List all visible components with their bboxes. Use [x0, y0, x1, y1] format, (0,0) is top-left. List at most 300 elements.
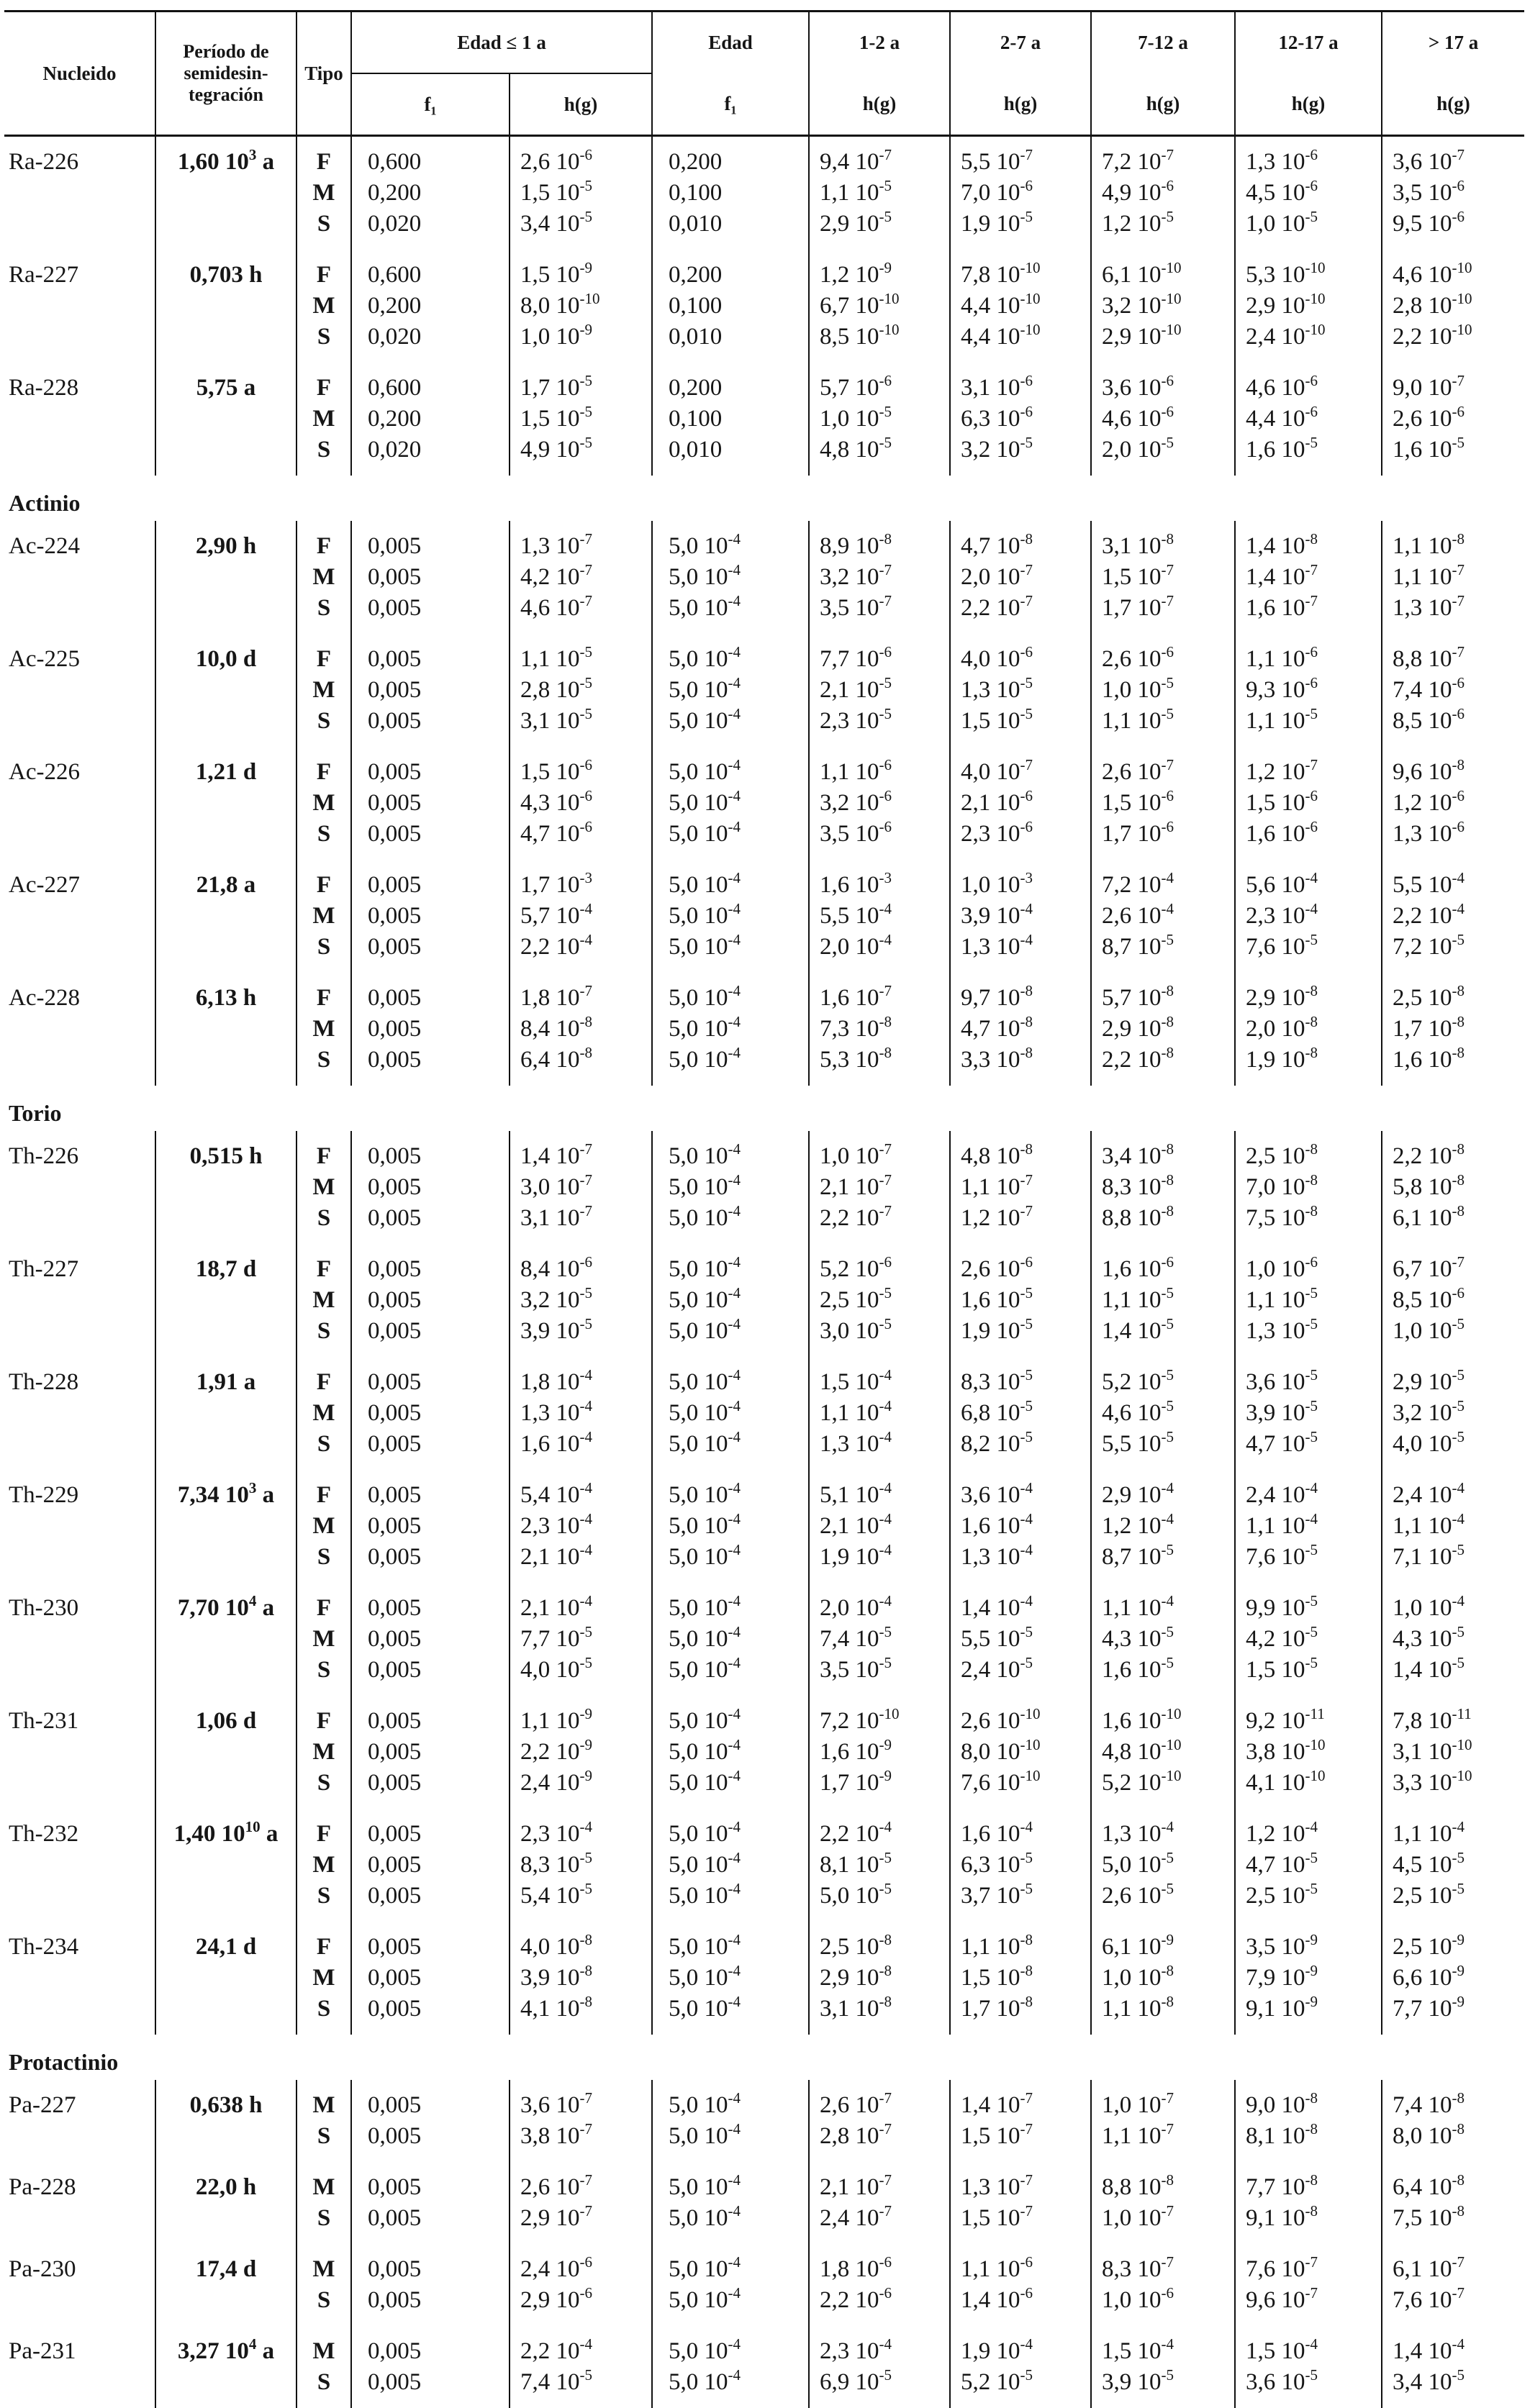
hg-12-17-cell [1235, 1357, 1382, 1470]
hg-infant-cell [510, 1922, 652, 2035]
f1-other-cell [652, 1696, 809, 1809]
tipo-value: M [297, 1963, 350, 1994]
half-life-cell: 0,638 h [155, 2080, 297, 2162]
tipo-cell [297, 973, 351, 1086]
hg-infant-value: 4,0 $10^{-5}$ [520, 1655, 651, 1686]
hg-12-17-value: 1,0 $10^{-6}$ [1246, 1254, 1381, 1285]
f1-infant-value: 0,005 [368, 1480, 509, 1511]
hg-gt-17-value: 7,2 $10^{-5}$ [1393, 932, 1524, 963]
f1-other-value: 5,0 $10^{-4}$ [669, 593, 808, 624]
element-group-label: Protactinio [4, 2049, 118, 2075]
hg-2-7-cell [950, 1131, 1091, 1244]
hg-1-2-value: 1,6 $10^{-7}$ [820, 983, 949, 1014]
half-life-cell: 0,515 h [155, 1131, 297, 1244]
f1-infant-value: 0,005 [368, 593, 509, 624]
hg-2-7-cell [950, 136, 1091, 250]
hg-gt-17-value: 9,5 $10^{-6}$ [1393, 209, 1524, 240]
hg-1-2-value: 2,5 $10^{-8}$ [820, 1932, 949, 1963]
hg-12-17-value: 1,0 $10^{-5}$ [1246, 209, 1381, 240]
nuclide-name: Pa-228 [4, 2162, 155, 2244]
table-row [4, 2162, 1524, 2244]
f1-infant-value: 0,005 [368, 1045, 509, 1076]
hg-infant-value: 2,3 $10^{-4}$ [520, 1511, 651, 1542]
hg-12-17-cell [1235, 1131, 1382, 1244]
hg-infant-value: 4,9 $10^{-5}$ [520, 435, 651, 465]
hg-12-17-cell [1235, 2244, 1382, 2326]
hg-infant-value: 1,8 $10^{-7}$ [520, 983, 651, 1014]
hg-infant-value: 1,6 $10^{-4}$ [520, 1429, 651, 1460]
hg-1-2-cell [809, 2326, 950, 2408]
hg-infant-value: 1,7 $10^{-3}$ [520, 870, 651, 901]
hg-1-2-cell [809, 2162, 950, 2244]
hg-7-12-value: 1,1 $10^{-4}$ [1102, 1593, 1234, 1624]
hg-7-12-value: 8,7 $10^{-5}$ [1102, 932, 1234, 963]
f1-other-value: 5,0 $10^{-4}$ [669, 675, 808, 706]
hg-1-2-value: 8,9 $10^{-8}$ [820, 531, 949, 562]
hg-7-12-value: 4,8 $10^{-10}$ [1102, 1737, 1234, 1768]
tipo-value: M [297, 1511, 350, 1542]
hg-infant-cell [510, 747, 652, 860]
hg-infant-value: 1,7 $10^{-5}$ [520, 373, 651, 404]
hg-12-17-value: 1,5 $10^{-5}$ [1246, 1655, 1381, 1686]
hg-infant-value: 2,2 $10^{-9}$ [520, 1737, 651, 1768]
tipo-cell [297, 2080, 351, 2162]
hg-7-12-value: 1,5 $10^{-7}$ [1102, 562, 1234, 593]
f1-infant-cell [351, 860, 510, 973]
hg-12-17-value: 1,5 $10^{-4}$ [1246, 2336, 1381, 2367]
hg-7-12-value: 1,0 $10^{-7}$ [1102, 2203, 1234, 2234]
tipo-value: M [297, 675, 350, 706]
f1-other-cell [652, 860, 809, 973]
hg-gt-17-value: 1,6 $10^{-5}$ [1393, 435, 1524, 465]
f1-other-value: 5,0 $10^{-4}$ [669, 1045, 808, 1076]
half-life-cell: 22,0 h [155, 2162, 297, 2244]
hg-gt-17-value: 5,8 $10^{-8}$ [1393, 1172, 1524, 1203]
hg-gt-17-value: 2,2 $10^{-4}$ [1393, 901, 1524, 932]
hg-12-17-value: 5,6 $10^{-4}$ [1246, 870, 1381, 901]
hg-2-7-cell [950, 2244, 1091, 2326]
element-group-label: Actinio [4, 490, 81, 516]
f1-other-value: 5,0 $10^{-4}$ [669, 1819, 808, 1850]
hg-12-17-value: 4,7 $10^{-5}$ [1246, 1429, 1381, 1460]
f1-infant-value: 0,005 [368, 1706, 509, 1737]
hg-2-7-value: 9,7 $10^{-8}$ [961, 983, 1090, 1014]
hg-infant-value: 2,2 $10^{-4}$ [520, 932, 651, 963]
hg-1-2-value: 1,7 $10^{-9}$ [820, 1768, 949, 1799]
f1-other-value: 5,0 $10^{-4}$ [669, 2203, 808, 2234]
hg-gt-17-cell [1382, 1470, 1524, 1583]
tipo-value: M [297, 178, 350, 209]
hg-7-12-value: 3,4 $10^{-8}$ [1102, 1141, 1234, 1172]
nuclide-name: Th-234 [4, 1922, 155, 2035]
half-life-cell: 2,90 h [155, 521, 297, 634]
tipo-cell [297, 1357, 351, 1470]
f1-other-value: 5,0 $10^{-4}$ [669, 562, 808, 593]
hg-infant-value: 4,3 $10^{-6}$ [520, 788, 651, 819]
hg-7-12-value: 3,1 $10^{-8}$ [1102, 531, 1234, 562]
hg-12-17-cell [1235, 860, 1382, 973]
f1-infant-value: 0,005 [368, 870, 509, 901]
hg-gt-17-value: 9,6 $10^{-8}$ [1393, 757, 1524, 788]
f1-other-value: 5,0 $10^{-4}$ [669, 1706, 808, 1737]
table-row [4, 1696, 1524, 1809]
hg-7-12-value: 1,2 $10^{-4}$ [1102, 1511, 1234, 1542]
col-age-gt-17: > 17 a [1382, 12, 1524, 74]
f1-infant-cell [351, 2326, 510, 2408]
hg-2-7-value: 1,1 $10^{-7}$ [961, 1172, 1090, 1203]
hg-12-17-value: 1,9 $10^{-8}$ [1246, 1045, 1381, 1076]
hg-infant-value: 5,4 $10^{-5}$ [520, 1881, 651, 1912]
hg-1-2-value: 4,8 $10^{-5}$ [820, 435, 949, 465]
hg-2-7-value: 4,7 $10^{-8}$ [961, 531, 1090, 562]
hg-7-12-value: 4,6 $10^{-5}$ [1102, 1398, 1234, 1429]
f1-infant-value: 0,005 [368, 1655, 509, 1686]
hg-7-12-value: 2,2 $10^{-8}$ [1102, 1045, 1234, 1076]
dose-coefficients-table [4, 10, 1524, 2408]
f1-other-value: 5,0 $10^{-4}$ [669, 1014, 808, 1045]
hg-1-2-value: 2,0 $10^{-4}$ [820, 1593, 949, 1624]
hg-2-7-value: 1,5 $10^{-5}$ [961, 706, 1090, 737]
f1-other-value: 5,0 $10^{-4}$ [669, 2367, 808, 2398]
tipo-cell [297, 1922, 351, 2035]
table-row [4, 747, 1524, 860]
f1-infant-value: 0,005 [368, 675, 509, 706]
f1-other-cell [652, 136, 809, 250]
hg-infant-cell [510, 1470, 652, 1583]
table-body [4, 136, 1524, 2408]
hg-12-17-value: 4,2 $10^{-5}$ [1246, 1624, 1381, 1655]
hg-gt-17-cell [1382, 2244, 1524, 2326]
hg-infant-cell [510, 1809, 652, 1922]
f1-infant-value: 0,600 [368, 373, 509, 404]
hg-2-7-value: 1,3 $10^{-4}$ [961, 1542, 1090, 1573]
hg-infant-value: 2,2 $10^{-4}$ [520, 2336, 651, 2367]
hg-gt-17-cell [1382, 1244, 1524, 1357]
hg-12-17-value: 8,1 $10^{-8}$ [1246, 2121, 1381, 2152]
hg-gt-17-value: 2,4 $10^{-4}$ [1393, 1480, 1524, 1511]
hg-12-17-cell [1235, 1696, 1382, 1809]
hg-1-2-value: 7,2 $10^{-10}$ [820, 1706, 949, 1737]
hg-infant-value: 8,0 $10^{-10}$ [520, 291, 651, 322]
hg-infant-value: 4,6 $10^{-7}$ [520, 593, 651, 624]
f1-other-value: 5,0 $10^{-4}$ [669, 757, 808, 788]
hg-7-12-value: 5,7 $10^{-8}$ [1102, 983, 1234, 1014]
hg-2-7-cell [950, 1696, 1091, 1809]
f1-other-value: 5,0 $10^{-4}$ [669, 1203, 808, 1234]
hg-gt-17-value: 1,7 $10^{-8}$ [1393, 1014, 1524, 1045]
hg-infant-value: 8,3 $10^{-5}$ [520, 1850, 651, 1881]
hg-7-12-cell [1091, 1244, 1235, 1357]
hg-12-17-value: 1,1 $10^{-5}$ [1246, 1285, 1381, 1316]
hg-1-2-cell [809, 1583, 950, 1696]
hg-1-2-value: 3,5 $10^{-5}$ [820, 1655, 949, 1686]
hg-gt-17-value: 2,5 $10^{-8}$ [1393, 983, 1524, 1014]
table-row [4, 1131, 1524, 1244]
f1-infant-value: 0,600 [368, 260, 509, 291]
hg-gt-17-cell [1382, 1131, 1524, 1244]
col-tipo: Tipo [297, 12, 351, 136]
hg-12-17-cell [1235, 136, 1382, 250]
hg-1-2-value: 6,9 $10^{-5}$ [820, 2367, 949, 2398]
tipo-cell [297, 1470, 351, 1583]
tipo-cell [297, 860, 351, 973]
hg-7-12-value: 5,5 $10^{-5}$ [1102, 1429, 1234, 1460]
hg-7-12-value: 2,6 $10^{-7}$ [1102, 757, 1234, 788]
hg-12-17-value: 9,9 $10^{-5}$ [1246, 1593, 1381, 1624]
hg-2-7-value: 4,0 $10^{-7}$ [961, 757, 1090, 788]
hg-12-17-value: 2,3 $10^{-4}$ [1246, 901, 1381, 932]
hg-1-2-cell [809, 1470, 950, 1583]
hg-infant-value: 2,4 $10^{-9}$ [520, 1768, 651, 1799]
f1-infant-value: 0,020 [368, 322, 509, 353]
f1-other-value: 5,0 $10^{-4}$ [669, 2285, 808, 2316]
hg-1-2-value: 1,9 $10^{-4}$ [820, 1542, 949, 1573]
hg-infant-value: 3,1 $10^{-7}$ [520, 1203, 651, 1234]
f1-infant-cell [351, 1922, 510, 2035]
hg-1-2-cell [809, 973, 950, 1086]
col-periodo-line-3: tegración [156, 84, 296, 106]
tipo-value: F [297, 1706, 350, 1737]
hg-1-2-value: 2,2 $10^{-7}$ [820, 1203, 949, 1234]
hg-1-2-value: 1,1 $10^{-4}$ [820, 1398, 949, 1429]
hg-1-2-value: 2,2 $10^{-6}$ [820, 2285, 949, 2316]
hg-7-12-cell [1091, 136, 1235, 250]
hg-1-2-cell [809, 1244, 950, 1357]
tipo-value: S [297, 1994, 350, 2025]
hg-gt-17-value: 7,6 $10^{-7}$ [1393, 2285, 1524, 2316]
hg-12-17-value: 2,5 $10^{-8}$ [1246, 1141, 1381, 1172]
hg-7-12-cell [1091, 1131, 1235, 1244]
hg-2-7-cell [950, 634, 1091, 747]
f1-infant-cell [351, 2244, 510, 2326]
hg-7-12-cell [1091, 521, 1235, 634]
f1-other-cell [652, 2080, 809, 2162]
hg-12-17-value: 4,6 $10^{-6}$ [1246, 373, 1381, 404]
hg-infant-value: 3,6 $10^{-7}$ [520, 2090, 651, 2121]
hg-1-2-value: 2,8 $10^{-7}$ [820, 2121, 949, 2152]
tipo-value: S [297, 1429, 350, 1460]
hg-7-12-value: 1,7 $10^{-6}$ [1102, 819, 1234, 850]
tipo-value: F [297, 870, 350, 901]
hg-2-7-value: 2,6 $10^{-10}$ [961, 1706, 1090, 1737]
half-life-cell: 7,34 $10^3$ a [155, 1470, 297, 1583]
hg-2-7-value: 4,0 $10^{-6}$ [961, 644, 1090, 675]
f1-infant-cell [351, 747, 510, 860]
hg-infant-value: 1,3 $10^{-7}$ [520, 531, 651, 562]
hg-2-7-value: 3,7 $10^{-5}$ [961, 1881, 1090, 1912]
f1-other-cell [652, 250, 809, 363]
hg-infant-value: 5,4 $10^{-4}$ [520, 1480, 651, 1511]
hg-2-7-cell [950, 2326, 1091, 2408]
hg-7-12-cell [1091, 363, 1235, 476]
f1-infant-value: 0,200 [368, 178, 509, 209]
hg-1-2-cell [809, 1696, 950, 1809]
hg-2-7-value: 4,8 $10^{-8}$ [961, 1141, 1090, 1172]
hg-gt-17-value: 1,6 $10^{-8}$ [1393, 1045, 1524, 1076]
hg-infant-value: 7,4 $10^{-5}$ [520, 2367, 651, 2398]
hg-gt-17-value: 1,1 $10^{-4}$ [1393, 1511, 1524, 1542]
f1-infant-cell [351, 973, 510, 1086]
f1-other-value: 5,0 $10^{-4}$ [669, 1254, 808, 1285]
hg-2-7-value: 8,0 $10^{-10}$ [961, 1737, 1090, 1768]
hg-2-7-value: 1,7 $10^{-8}$ [961, 1994, 1090, 2025]
tipo-value: S [297, 2285, 350, 2316]
f1-other-value: 0,100 [669, 291, 808, 322]
hg-7-12-value: 1,4 $10^{-5}$ [1102, 1316, 1234, 1347]
hg-12-17-value: 9,0 $10^{-8}$ [1246, 2090, 1381, 2121]
hg-infant-value: 3,8 $10^{-7}$ [520, 2121, 651, 2152]
tipo-value: S [297, 1316, 350, 1347]
hg-1-2-value: 1,6 $10^{-3}$ [820, 870, 949, 901]
hg-gt-17-cell [1382, 1922, 1524, 2035]
nuclide-name: Ac-227 [4, 860, 155, 973]
nuclide-name: Ac-225 [4, 634, 155, 747]
hg-1-2-value: 7,3 $10^{-8}$ [820, 1014, 949, 1045]
hg-2-7-value: 1,3 $10^{-5}$ [961, 675, 1090, 706]
f1-other-value: 5,0 $10^{-4}$ [669, 1963, 808, 1994]
tipo-value: S [297, 435, 350, 465]
f1-other-value: 5,0 $10^{-4}$ [669, 1429, 808, 1460]
hg-1-2-value: 2,3 $10^{-5}$ [820, 706, 949, 737]
hg-12-17-cell [1235, 1809, 1382, 1922]
f1-other-value: 5,0 $10^{-4}$ [669, 1624, 808, 1655]
tipo-value: F [297, 531, 350, 562]
hg-12-17-cell [1235, 1470, 1382, 1583]
hg-gt-17-value: 3,1 $10^{-10}$ [1393, 1737, 1524, 1768]
hg-1-2-value: 1,0 $10^{-7}$ [820, 1141, 949, 1172]
half-life-cell: 1,91 a [155, 1357, 297, 1470]
f1-infant-cell [351, 1583, 510, 1696]
hg-1-2-value: 2,1 $10^{-7}$ [820, 1172, 949, 1203]
hg-2-7-value: 3,9 $10^{-4}$ [961, 901, 1090, 932]
table-row [4, 1470, 1524, 1583]
hg-gt-17-cell [1382, 2080, 1524, 2162]
table-row [4, 2080, 1524, 2162]
hg-7-12-value: 1,7 $10^{-7}$ [1102, 593, 1234, 624]
hg-gt-17-cell [1382, 1583, 1524, 1696]
hg-12-17-value: 3,6 $10^{-5}$ [1246, 2367, 1381, 2398]
tipo-value: M [297, 901, 350, 932]
hg-gt-17-cell [1382, 860, 1524, 973]
hg-7-12-cell [1091, 1696, 1235, 1809]
col-edad: Edad [652, 12, 809, 74]
hg-12-17-cell [1235, 1583, 1382, 1696]
hg-12-17-value: 4,4 $10^{-6}$ [1246, 404, 1381, 435]
hg-1-2-value: 2,4 $10^{-7}$ [820, 2203, 949, 2234]
f1-other-value: 0,010 [669, 435, 808, 465]
f1-other-value: 5,0 $10^{-4}$ [669, 1480, 808, 1511]
hg-1-2-value: 7,7 $10^{-6}$ [820, 644, 949, 675]
hg-2-7-value: 1,3 $10^{-7}$ [961, 2172, 1090, 2203]
hg-2-7-value: 2,6 $10^{-6}$ [961, 1254, 1090, 1285]
hg-gt-17-value: 2,6 $10^{-6}$ [1393, 404, 1524, 435]
f1-other-value: 5,0 $10^{-4}$ [669, 1367, 808, 1398]
hg-1-2-value: 1,1 $10^{-5}$ [820, 178, 949, 209]
hg-gt-17-value: 8,5 $10^{-6}$ [1393, 706, 1524, 737]
f1-infant-cell [351, 363, 510, 476]
hg-infant-value: 4,0 $10^{-8}$ [520, 1932, 651, 1963]
hg-7-12-value: 2,6 $10^{-4}$ [1102, 901, 1234, 932]
tipo-value: M [297, 2172, 350, 2203]
f1-infant-cell [351, 1470, 510, 1583]
f1-other-value: 0,200 [669, 260, 808, 291]
hg-7-12-cell [1091, 634, 1235, 747]
hg-12-17-value: 3,8 $10^{-10}$ [1246, 1737, 1381, 1768]
hg-1-2-cell [809, 1809, 950, 1922]
f1-other-value: 5,0 $10^{-4}$ [669, 1285, 808, 1316]
tipo-value: F [297, 147, 350, 178]
f1-infant-value: 0,200 [368, 291, 509, 322]
table-row [4, 2326, 1524, 2408]
hg-12-17-value: 7,6 $10^{-7}$ [1246, 2254, 1381, 2285]
hg-infant-cell [510, 2244, 652, 2326]
hg-infant-cell [510, 1357, 652, 1470]
hg-7-12-value: 1,5 $10^{-6}$ [1102, 788, 1234, 819]
f1-infant-value: 0,005 [368, 1429, 509, 1460]
hg-2-7-cell [950, 747, 1091, 860]
hg-infant-value: 3,4 $10^{-5}$ [520, 209, 651, 240]
table-row [4, 250, 1524, 363]
col-periodo-line-2: semidesin- [156, 63, 296, 84]
f1-infant-value: 0,005 [368, 2172, 509, 2203]
f1-other-value: 5,0 $10^{-4}$ [669, 788, 808, 819]
hg-1-2-value: 1,1 $10^{-6}$ [820, 757, 949, 788]
hg-1-2-value: 1,8 $10^{-6}$ [820, 2254, 949, 2285]
f1-infant-value: 0,005 [368, 901, 509, 932]
f1-infant-value: 0,005 [368, 2121, 509, 2152]
hg-12-17-cell [1235, 363, 1382, 476]
hg-7-12-value: 5,2 $10^{-5}$ [1102, 1367, 1234, 1398]
f1-other-cell [652, 363, 809, 476]
half-life-cell: 10,0 d [155, 634, 297, 747]
hg-infant-cell [510, 363, 652, 476]
hg-gt-17-value: 4,5 $10^{-5}$ [1393, 1850, 1524, 1881]
hg-7-12-value: 3,6 $10^{-6}$ [1102, 373, 1234, 404]
hg-7-12-value: 8,3 $10^{-7}$ [1102, 2254, 1234, 2285]
hg-2-7-value: 2,3 $10^{-6}$ [961, 819, 1090, 850]
hg-12-17-value: 1,5 $10^{-6}$ [1246, 788, 1381, 819]
f1-infant-value: 0,005 [368, 2090, 509, 2121]
hg-12-17-value: 3,6 $10^{-5}$ [1246, 1367, 1381, 1398]
hg-7-12-value: 1,0 $10^{-5}$ [1102, 675, 1234, 706]
hg-gt-17-value: 4,0 $10^{-5}$ [1393, 1429, 1524, 1460]
hg-7-12-cell [1091, 2162, 1235, 2244]
hg-7-12-value: 1,5 $10^{-4}$ [1102, 2336, 1234, 2367]
hg-1-2-cell [809, 1357, 950, 1470]
f1-infant-cell [351, 2162, 510, 2244]
hg-2-7-value: 1,9 $10^{-5}$ [961, 209, 1090, 240]
nuclide-name: Th-227 [4, 1244, 155, 1357]
hg-2-7-value: 1,4 $10^{-7}$ [961, 2090, 1090, 2121]
hg-infant-value: 8,4 $10^{-6}$ [520, 1254, 651, 1285]
hg-7-12-value: 1,2 $10^{-5}$ [1102, 209, 1234, 240]
hg-gt-17-value: 6,1 $10^{-8}$ [1393, 1203, 1524, 1234]
hg-infant-cell [510, 634, 652, 747]
table-row [4, 1922, 1524, 2035]
hg-gt-17-cell [1382, 250, 1524, 363]
hg-2-7-cell [950, 521, 1091, 634]
hg-infant-value: 2,4 $10^{-6}$ [520, 2254, 651, 2285]
f1-other-value: 5,0 $10^{-4}$ [669, 1737, 808, 1768]
half-life-cell: 21,8 a [155, 860, 297, 973]
f1-infant-value: 0,005 [368, 757, 509, 788]
f1-infant-value: 0,005 [368, 1737, 509, 1768]
hg-12-17-value: 4,1 $10^{-10}$ [1246, 1768, 1381, 1799]
hg-infant-cell [510, 521, 652, 634]
hg-2-7-value: 8,3 $10^{-5}$ [961, 1367, 1090, 1398]
tipo-value: F [297, 1932, 350, 1963]
half-life-cell: 0,703 h [155, 250, 297, 363]
